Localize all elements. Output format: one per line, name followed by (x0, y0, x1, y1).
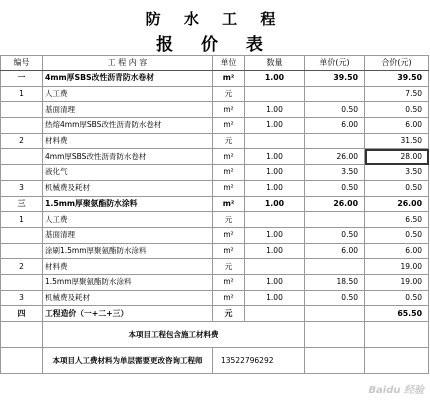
cell-total[interactable]: 7.50 (365, 86, 429, 102)
cell-qty[interactable]: 1.00 (245, 71, 305, 87)
quote-table (0, 55, 429, 374)
cell-content[interactable]: 材料费 (43, 133, 213, 149)
cell-no[interactable] (1, 274, 43, 290)
cell-total[interactable]: 65.50 (365, 306, 429, 322)
cell-total[interactable]: 0.50 (365, 227, 429, 243)
table-row (1, 102, 429, 118)
cell-no[interactable]: 2 (1, 259, 43, 275)
cell-content[interactable]: 材料费 (43, 259, 213, 275)
note-empty[interactable] (365, 322, 429, 348)
cell-total[interactable]: 19.00 (365, 259, 429, 275)
table-row (1, 71, 429, 87)
cell-unit[interactable]: m² (213, 290, 245, 306)
cell-no[interactable]: 三 (1, 196, 43, 212)
cell-price[interactable] (305, 212, 365, 228)
cell-no[interactable] (1, 165, 43, 181)
cell-unit[interactable]: m² (213, 227, 245, 243)
header-cell-price[interactable]: 单价(元) (305, 56, 365, 71)
cell-price[interactable] (305, 86, 365, 102)
note-cell[interactable]: 本项目工程包含施工材料费 (43, 322, 305, 348)
cell-qty[interactable] (245, 306, 305, 322)
cell-total[interactable]: 6.00 (365, 243, 429, 259)
note-empty[interactable] (365, 348, 429, 374)
cell-content[interactable]: 1.5mm厚聚氨酯防水涂料 (43, 274, 213, 290)
cell-qty[interactable] (245, 133, 305, 149)
cell-no[interactable] (1, 149, 43, 165)
cell-no[interactable] (1, 118, 43, 134)
header-cell-no[interactable]: 编号 (1, 56, 43, 71)
cell-no[interactable]: 3 (1, 290, 43, 306)
cell-unit[interactable]: m² (213, 149, 245, 165)
page-title: 防 水 工 程 (145, 10, 285, 28)
table-row (1, 118, 429, 134)
cell-unit[interactable]: 元 (213, 133, 245, 149)
table-row (1, 243, 429, 259)
table-row (1, 274, 429, 290)
cell-unit[interactable]: 元 (213, 259, 245, 275)
cell-content[interactable]: 基面清理 (43, 102, 213, 118)
watermark: Baidu 经验 (368, 385, 424, 396)
cell-price[interactable]: 0.50 (305, 227, 365, 243)
note-spacer[interactable] (1, 322, 43, 348)
cell-no[interactable]: 2 (1, 133, 43, 149)
cell-price[interactable]: 26.00 (305, 196, 365, 212)
cell-qty[interactable]: 1.00 (245, 227, 305, 243)
cell-total[interactable]: 0.50 (365, 290, 429, 306)
cell-price[interactable]: 0.50 (305, 180, 365, 196)
cell-qty[interactable]: 1.00 (245, 274, 305, 290)
cell-price[interactable]: 18.50 (305, 274, 365, 290)
cell-unit[interactable]: 元 (213, 212, 245, 228)
table-row (1, 306, 429, 322)
cell-content[interactable]: 4mm厚SBS改性沥青防水卷材 (43, 149, 213, 165)
cell-unit[interactable]: 元 (213, 306, 245, 322)
header-cell-unit[interactable]: 单位 (213, 56, 245, 71)
cell-qty[interactable] (245, 259, 305, 275)
cell-unit[interactable]: m² (213, 102, 245, 118)
table-row (1, 290, 429, 306)
cell-no[interactable] (1, 102, 43, 118)
cell-total[interactable]: 31.50 (365, 133, 429, 149)
cell-no[interactable] (1, 227, 43, 243)
cell-qty[interactable]: 1.00 (245, 196, 305, 212)
cell-qty[interactable]: 1.00 (245, 118, 305, 134)
cell-total[interactable]: 0.50 (365, 180, 429, 196)
cell-content[interactable]: 1.5mm厚聚氨酯防水涂料 (43, 196, 213, 212)
cell-unit[interactable]: 元 (213, 86, 245, 102)
cell-unit[interactable]: m² (213, 196, 245, 212)
note-row (1, 322, 429, 348)
table-row (1, 149, 429, 165)
header-cell-qty[interactable]: 数量 (245, 56, 305, 71)
cell-unit[interactable]: m² (213, 165, 245, 181)
cell-price[interactable]: 6.00 (305, 243, 365, 259)
header-cell-content[interactable]: 工 程 内 容 (43, 56, 213, 71)
cell-total[interactable]: 26.00 (365, 196, 429, 212)
cell-content[interactable]: 人工费 (43, 212, 213, 228)
cell-no[interactable]: 3 (1, 180, 43, 196)
cell-no[interactable]: 四 (1, 306, 43, 322)
cell-price[interactable] (305, 306, 365, 322)
cell-total[interactable]: 6.50 (365, 212, 429, 228)
cell-no[interactable]: 1 (1, 212, 43, 228)
table-row (1, 196, 429, 212)
table-row (1, 212, 429, 228)
cell-price[interactable]: 0.50 (305, 102, 365, 118)
cell-unit[interactable]: m² (213, 71, 245, 87)
cell-content[interactable]: 热熔4mm厚SBS改性沥青防水卷材 (43, 118, 213, 134)
cell-content[interactable]: 液化气 (43, 165, 213, 181)
cell-content[interactable]: 机械费及耗材 (43, 180, 213, 196)
cell-qty[interactable]: 1.00 (245, 243, 305, 259)
table-row (1, 133, 429, 149)
cell-content[interactable]: 涂刷1.5mm厚聚氨酯防水涂料 (43, 243, 213, 259)
note-cell[interactable]: 本项目人工费材料为单层需要更改咨询工程师 (43, 348, 213, 374)
cell-content[interactable]: 基面清理 (43, 227, 213, 243)
cell-qty[interactable]: 1.00 (245, 290, 305, 306)
cell-price[interactable]: 39.50 (305, 71, 365, 87)
cell-total[interactable]: 39.50 (365, 71, 429, 87)
header-cell-total[interactable]: 合价(元) (365, 56, 429, 71)
table-row (1, 227, 429, 243)
cell-qty[interactable]: 1.00 (245, 180, 305, 196)
cell-price[interactable]: 0.50 (305, 290, 365, 306)
cell-price[interactable] (305, 259, 365, 275)
cell-content[interactable]: 4mm厚SBS改性沥青防水卷材 (43, 71, 213, 87)
cell-qty[interactable]: 1.00 (245, 102, 305, 118)
cell-price[interactable]: 6.00 (305, 118, 365, 134)
cell-content[interactable]: 机械费及耗材 (43, 290, 213, 306)
note-empty[interactable] (305, 322, 365, 348)
cell-total[interactable]: 28.00 (365, 149, 429, 165)
cell-qty[interactable] (245, 86, 305, 102)
note-spacer[interactable] (1, 348, 43, 374)
cell-content[interactable]: 人工费 (43, 86, 213, 102)
table-row (1, 165, 429, 181)
cell-price[interactable]: 3.50 (305, 165, 365, 181)
cell-price[interactable]: 26.00 (305, 149, 365, 165)
cell-qty[interactable] (245, 212, 305, 228)
cell-total[interactable]: 6.00 (365, 118, 429, 134)
cell-total[interactable]: 0.50 (365, 102, 429, 118)
cell-content[interactable]: 工程造价（一+二+三） (43, 306, 213, 322)
cell-unit[interactable]: m² (213, 274, 245, 290)
cell-total[interactable]: 19.00 (365, 274, 429, 290)
cell-no[interactable]: 1 (1, 86, 43, 102)
note-row (1, 348, 429, 374)
cell-no[interactable] (1, 243, 43, 259)
cell-no[interactable]: 一 (1, 71, 43, 87)
page-subtitle: 报 价 表 (156, 35, 274, 55)
table-row (1, 86, 429, 102)
cell-price[interactable] (305, 133, 365, 149)
cell-total[interactable]: 3.50 (365, 165, 429, 181)
cell-unit[interactable]: m² (213, 180, 245, 196)
table-header-row (1, 56, 429, 71)
cell-unit[interactable]: m² (213, 118, 245, 134)
table-row (1, 259, 429, 275)
note-empty[interactable] (305, 348, 365, 374)
cell-qty[interactable]: 1.00 (245, 149, 305, 165)
cell-unit[interactable]: m² (213, 243, 245, 259)
cell-qty[interactable]: 1.00 (245, 165, 305, 181)
phone-cell[interactable]: 13522796292 (213, 348, 305, 374)
table-row (1, 180, 429, 196)
